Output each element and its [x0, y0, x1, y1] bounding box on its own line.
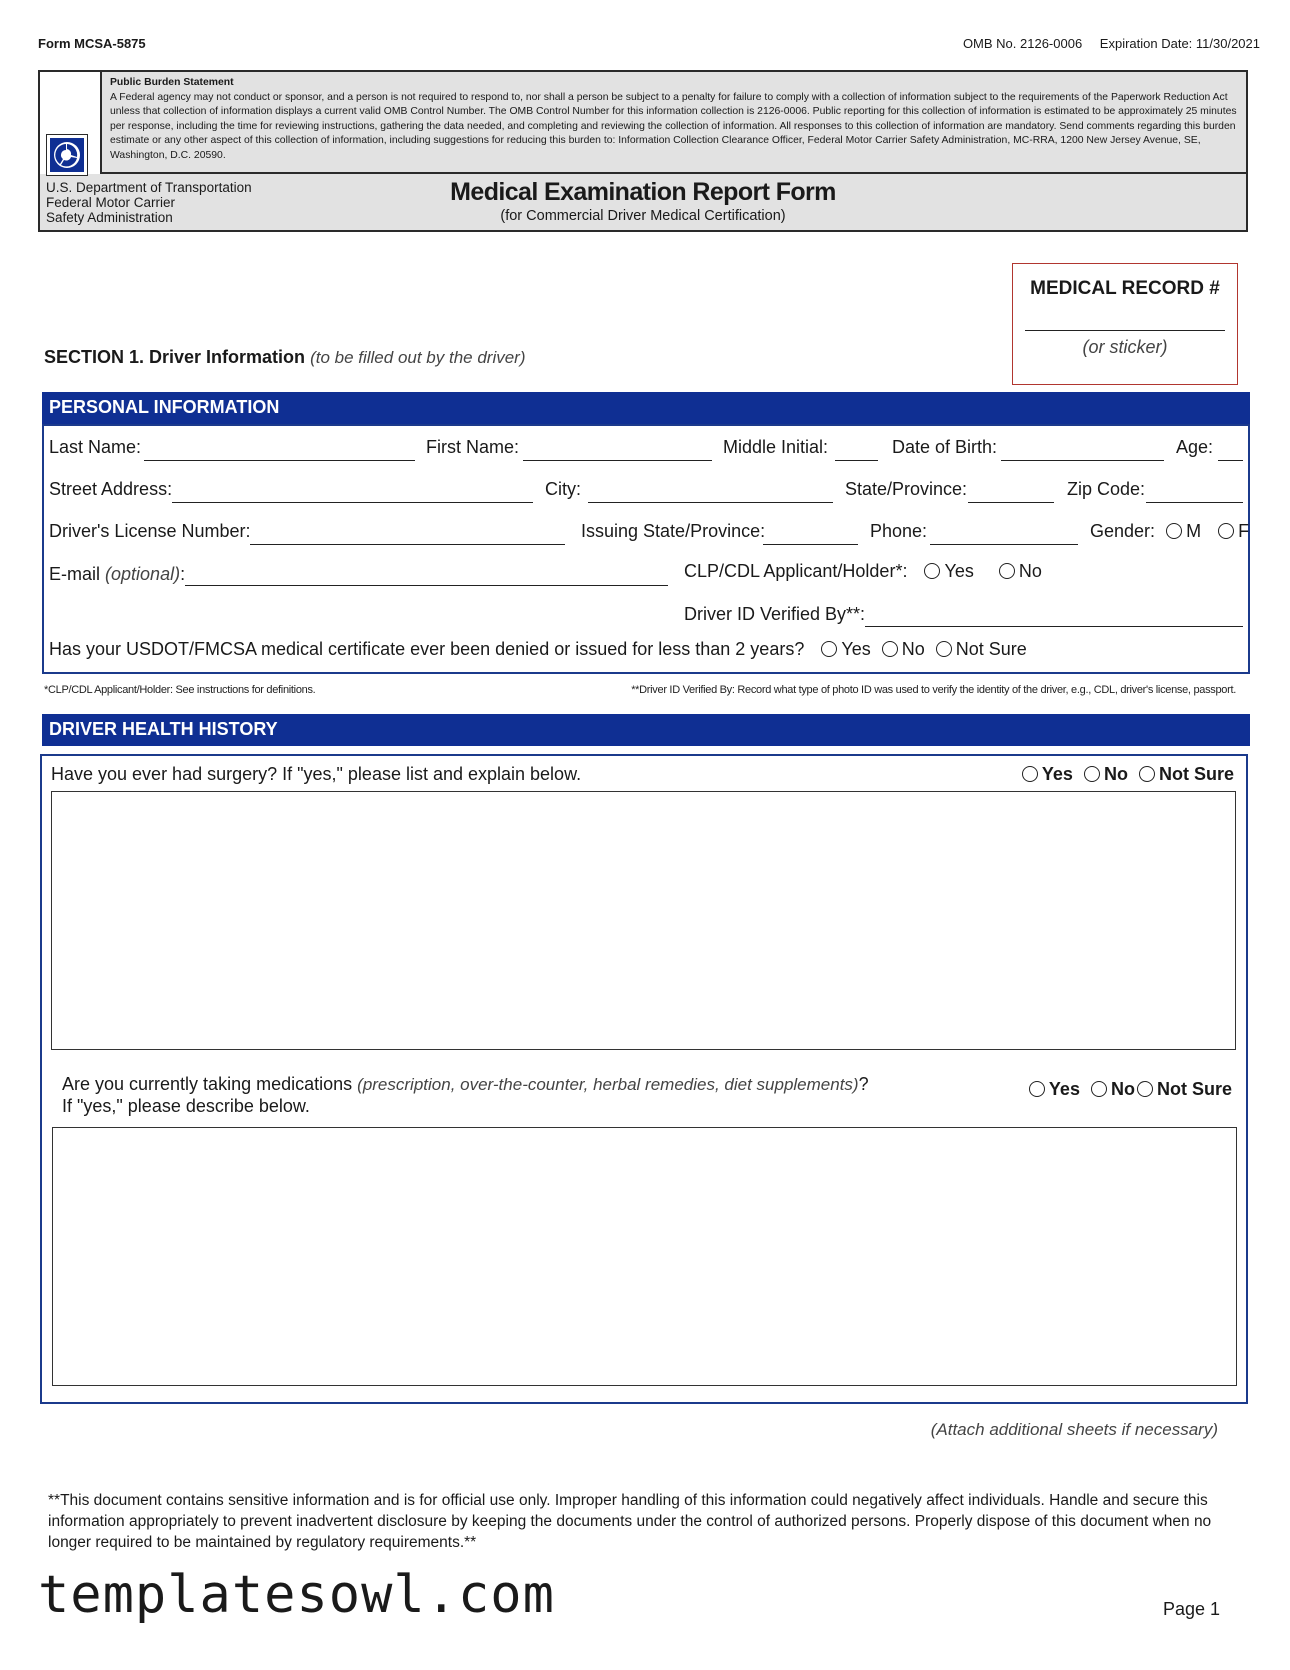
last-name-label: Last Name: [49, 437, 142, 457]
city-field[interactable] [588, 502, 833, 503]
medications-question-mark: ? [858, 1074, 869, 1094]
email-colon: : [180, 564, 186, 584]
email-label-group [49, 564, 185, 585]
email-field[interactable] [185, 585, 668, 586]
burden-text: A Federal agency may not conduct or sponsor, and a person is not required to respond to, nor shall a person be subject to a penalty for failure to comply with a collection of information subject to the requirements of the Paperwork Reduction Act unless that collection of information displays a current valid OMB Control Number. The OMB Control Number for this information collection is 2126-0006. Public reporting for this collection of information is estimated to be approximately 25 minutes per response, including the time for reviewing instructions, gathering the data needed, and completing and reviewing the collection of information. All responses to this collection of information are mandatory. Send comments regarding this burden estimate or any other aspect of this collection of information, including suggestions for reducing this burden to: Information Collection Clearance Officer, Federal Motor Carrier Safety Administration, MC-RRA, 1200 New Jersey Avenue, SE, Washington, D.C. 20590. [110, 91, 1237, 161]
phone-field[interactable] [930, 544, 1078, 545]
section-1-title [44, 347, 526, 368]
form-title: Medical Examination Report Form [450, 178, 836, 206]
surgery-yes-radio[interactable] [1022, 766, 1038, 782]
surgery-radio-group [1016, 764, 1234, 785]
gender-label: Gender: [1090, 521, 1156, 541]
medications-question [62, 1074, 869, 1095]
state-field[interactable] [968, 502, 1054, 503]
denied-no-radio[interactable] [882, 641, 898, 657]
driver-id-verified-field[interactable] [865, 626, 1243, 627]
health-history-bar: DRIVER HEALTH HISTORY [42, 714, 1250, 746]
medications-question-text: Are you currently taking medications [62, 1074, 353, 1094]
gender-m-label: M [1186, 521, 1202, 541]
middle-initial-field[interactable] [835, 460, 878, 461]
issuing-state-label: Issuing State/Province: [581, 521, 766, 541]
dot-logo-icon [46, 134, 88, 176]
denied-yes-label: Yes [841, 639, 871, 659]
burden-title: Public Burden Statement [110, 77, 234, 88]
first-name-field[interactable] [523, 460, 712, 461]
age-label: Age: [1176, 437, 1214, 457]
form-header [38, 70, 1248, 232]
agency-line-1: U.S. Department of Transportation [46, 180, 252, 195]
denied-not-sure-radio[interactable] [936, 641, 952, 657]
dob-field[interactable] [1001, 460, 1164, 461]
medications-no-label: No [1110, 1079, 1135, 1099]
medical-record-line [1025, 330, 1225, 331]
driver-id-footnote: **Driver ID Verified By: Record what type of photo ID was used to verify the identity of the driver, e.g., CDL, driver's license, passport. [631, 684, 1236, 696]
agency-line-3: Safety Administration [46, 210, 173, 225]
medications-question-line-2: If "yes," please describe below. [62, 1096, 310, 1116]
surgery-no-radio[interactable] [1084, 766, 1100, 782]
gender-group [1090, 521, 1249, 542]
denied-not-sure-label: Not Sure [955, 639, 1027, 659]
middle-initial-label: Middle Initial: [723, 437, 829, 457]
surgery-not-sure-radio[interactable] [1139, 766, 1155, 782]
clp-cdl-yes-label: Yes [944, 561, 974, 581]
medications-radio-group [1023, 1079, 1232, 1100]
age-field[interactable] [1218, 460, 1243, 461]
watermark: templatesowl.com [38, 1565, 555, 1625]
email-optional-note: (optional) [105, 564, 181, 584]
personal-info-bar: PERSONAL INFORMATION [42, 392, 1250, 424]
email-label: E-mail [49, 564, 101, 584]
license-number-label: Driver's License Number: [49, 521, 251, 541]
clp-footnote: *CLP/CDL Applicant/Holder: See instructions for definitions. [44, 684, 316, 696]
surgery-explanation-box[interactable] [51, 791, 1236, 1050]
section-1-heading: SECTION 1. Driver Information [44, 347, 306, 367]
public-burden-statement [100, 72, 1246, 174]
medical-record-box[interactable] [1012, 263, 1238, 385]
zip-field[interactable] [1146, 502, 1243, 503]
agency-line-2: Federal Motor Carrier [46, 195, 176, 210]
gender-f-label: F [1238, 521, 1250, 541]
clp-cdl-yes-radio[interactable] [924, 563, 940, 579]
issuing-state-field[interactable] [763, 544, 858, 545]
phone-label: Phone: [870, 521, 928, 541]
medications-not-sure-radio[interactable] [1137, 1081, 1153, 1097]
license-number-field[interactable] [250, 544, 565, 545]
zip-label: Zip Code: [1067, 479, 1146, 499]
state-label: State/Province: [845, 479, 968, 499]
gender-m-radio[interactable] [1166, 523, 1182, 539]
surgery-no-label: No [1103, 764, 1128, 784]
form-subtitle: (for Commercial Driver Medical Certification) [500, 208, 786, 224]
expiration-date: Expiration Date: 11/30/2021 [1099, 36, 1260, 51]
medications-question-examples: (prescription, over-the-counter, herbal remedies, diet supplements) [357, 1075, 859, 1094]
driver-id-verified-label: Driver ID Verified By**: [684, 604, 866, 624]
medications-no-radio[interactable] [1091, 1081, 1107, 1097]
denied-no-label: No [901, 639, 925, 659]
medical-record-label: MEDICAL RECORD # [1030, 278, 1220, 299]
medications-description-box[interactable] [52, 1127, 1237, 1386]
attach-sheets-note: (Attach additional sheets if necessary) [930, 1420, 1218, 1439]
surgery-question: Have you ever had surgery? If "yes," please list and explain below. [51, 764, 582, 784]
medications-yes-radio[interactable] [1029, 1081, 1045, 1097]
clp-cdl-no-label: No [1018, 561, 1042, 581]
personal-info-pane [42, 424, 1250, 674]
clp-cdl-group [684, 561, 1042, 582]
form-id: Form MCSA-5875 [38, 36, 146, 51]
clp-cdl-no-radio[interactable] [999, 563, 1015, 579]
page-number: Page 1 [1162, 1599, 1220, 1619]
omb-info [949, 36, 1260, 51]
last-name-field[interactable] [144, 460, 415, 461]
city-label: City: [545, 479, 581, 499]
certificate-denied-question: Has your USDOT/FMCSA medical certificate ever been denied or issued for less than 2 years? [49, 639, 805, 659]
certificate-denied-group [49, 639, 1027, 660]
denied-yes-radio[interactable] [821, 641, 837, 657]
clp-cdl-label: CLP/CDL Applicant/Holder*: [684, 561, 908, 581]
medications-not-sure-label: Not Sure [1156, 1079, 1232, 1099]
gender-f-radio[interactable] [1218, 523, 1234, 539]
medical-record-sticker-note: (or sticker) [1082, 337, 1168, 357]
first-name-label: First Name: [426, 437, 520, 457]
omb-number: OMB No. 2126-0006 [962, 36, 1083, 51]
section-1-note: (to be filled out by the driver) [310, 348, 526, 367]
dob-label: Date of Birth: [892, 437, 998, 457]
medications-yes-label: Yes [1048, 1079, 1080, 1099]
street-address-field[interactable] [172, 502, 533, 503]
street-address-label: Street Address: [49, 479, 173, 499]
surgery-not-sure-label: Not Sure [1158, 764, 1234, 784]
sensitive-info-notice: **This document contains sensitive information and is for official use only. Improper handling of this information could negatively affect individuals. Handle and secure this information appropriately to prevent inadvertent disclosure by keeping the documents under the control of authorized persons. Properly dispose of this document when no longer required to be maintained by regulatory requirements.** [48, 1492, 1212, 1551]
surgery-yes-label: Yes [1041, 764, 1073, 784]
